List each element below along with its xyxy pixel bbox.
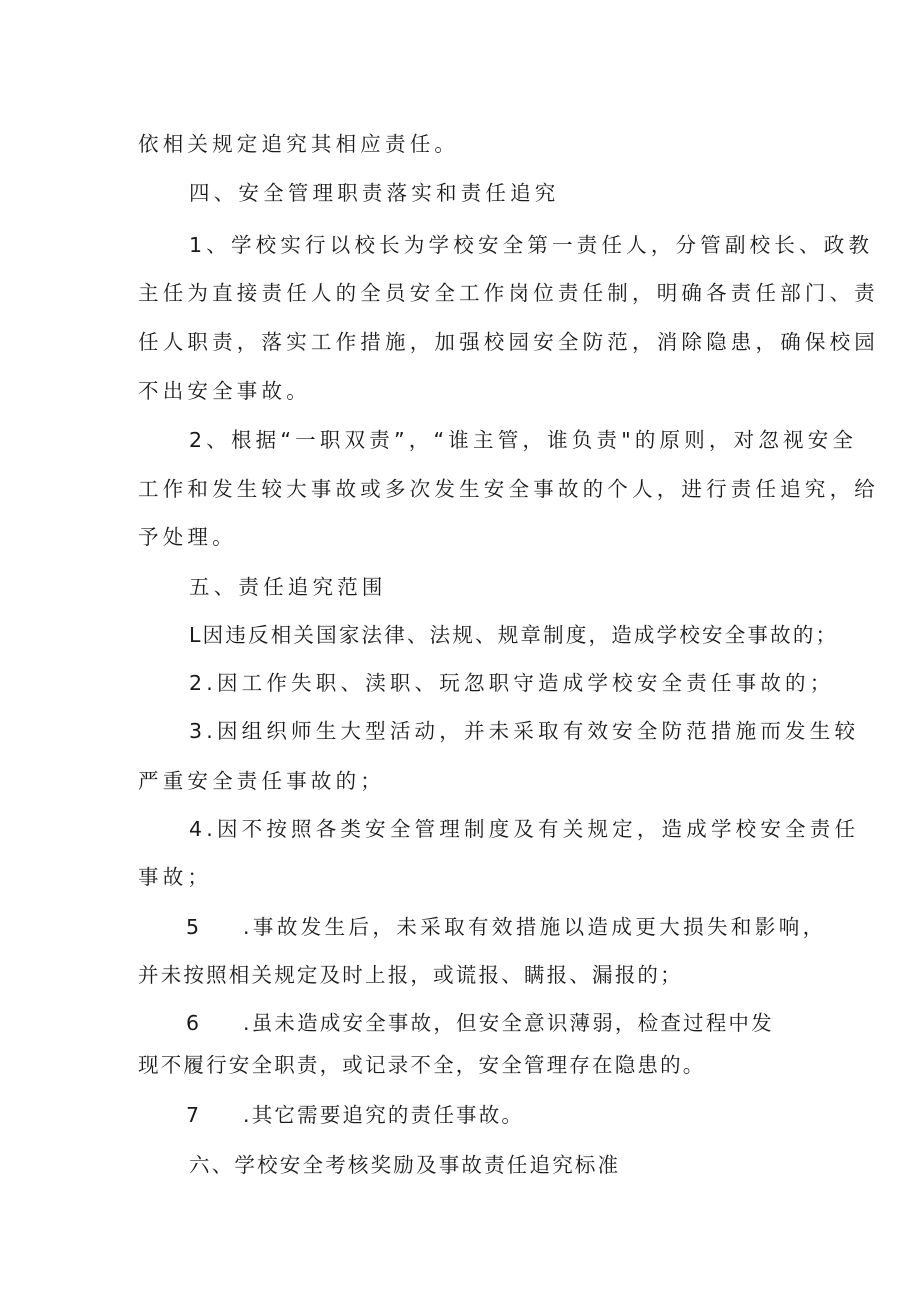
section-heading-4: 四、安全管理职责落实和责任追究 — [189, 181, 560, 205]
paragraph-line: 1、学校实行以校长为学校安全第一责任人，分管副校长、政教 — [189, 233, 874, 257]
list-item-line: L因违反相关国家法律、法规、规章制度，造成学校安全事故的； — [189, 623, 839, 647]
list-number: 6 — [186, 1011, 200, 1035]
paragraph-line: 现不履行安全职责，或记录不全，安全管理存在隐患的。 — [138, 1053, 706, 1077]
list-item-line: 2.因工作失职、渎职、玩忽职守造成学校安全责任事故的； — [189, 671, 835, 695]
paragraph-line: 2、根据“一职双责”，“谁主管，谁负责"的原则，对忽视安全 — [189, 428, 858, 452]
list-item-line: .事故发生后，未采取有效措施以造成更大损失和影响， — [243, 915, 827, 939]
paragraph-line: 予处理。 — [138, 525, 237, 549]
paragraph-line: 依相关规定追究其相应责任。 — [138, 132, 460, 156]
list-number: 5 — [186, 915, 200, 939]
paragraph-line: 不出安全事故。 — [138, 379, 311, 403]
paragraph-line: 任人职责，落实工作措施，加强校园安全防范，消除隐患，确保校园 — [138, 330, 879, 354]
paragraph-line: 严重安全责任事故的； — [138, 769, 385, 793]
list-number: 7 — [186, 1103, 200, 1127]
paragraph-line: 主任为直接责任人的全员安全工作岗位责任制，明确各责任部门、责 — [138, 281, 879, 305]
paragraph-line: 工作和发生较大事故或多次发生安全事故的个人，进行责任追究，给 — [138, 477, 879, 501]
list-item-line: 3.因组织师生大型活动，并未采取有效安全防范措施而发生较 — [189, 719, 860, 743]
paragraph-line: 事故； — [138, 865, 213, 889]
list-item-line: 4.因不按照各类安全管理制度及有关规定，造成学校安全责任 — [189, 817, 860, 841]
list-item-line: .其它需要追究的责任事故。 — [243, 1103, 525, 1127]
list-item-line: .虽未造成安全事故，但安全意识薄弱，检查过程中发 — [243, 1011, 774, 1035]
section-heading-5: 五、责任追究范围 — [189, 575, 387, 599]
paragraph-line: 并未按照相关规定及时上报，或谎报、瞒报、漏报的； — [138, 963, 683, 987]
section-heading-6: 六、学校安全考核奖励及事故责任追究标准 — [189, 1153, 621, 1177]
